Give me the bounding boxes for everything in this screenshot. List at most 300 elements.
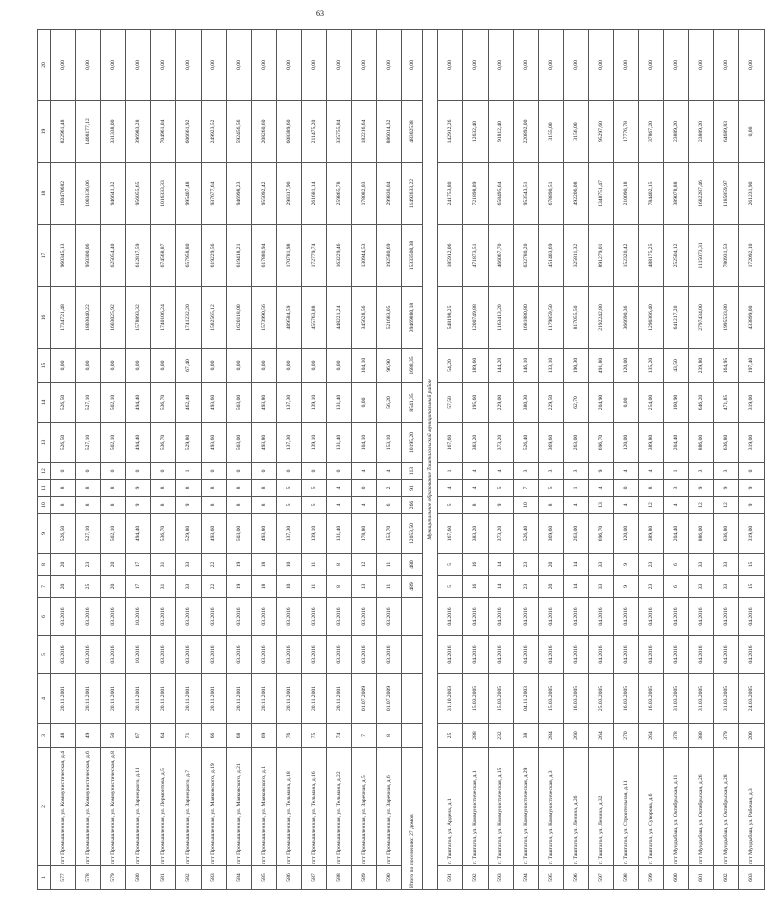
table-cell: 5 [488,480,513,497]
table-cell: 592 [463,866,488,890]
table-cell: 20.11.2001 [301,674,326,724]
table-cell: 71 [176,724,201,748]
table-body [51,30,765,890]
table-cell: 0 [51,463,76,480]
total-cell: 8541,35 [402,383,423,423]
table-row [101,30,126,890]
table-cell: 536,70 [151,423,176,463]
table-cell: 383,20 [463,514,488,554]
address-cell: г. Таштагол, ул. Ленина, д.32 [588,748,613,866]
table-cell: 5 [276,480,301,497]
table-cell: 4 [613,463,638,480]
table-cell: 14 [563,554,588,576]
table-cell: 548198,25 [438,287,463,349]
table-cell: 494,40 [126,383,151,423]
table-cell: 1 [438,463,463,480]
table-cell: 16 [463,576,488,598]
table-cell: 1 [563,480,588,497]
table-cell: 15.03.2005 [463,674,488,724]
table-cell: 37867,20 [639,101,664,163]
table-cell: 0,00 [76,30,101,101]
table-cell: 03.2016 [327,636,352,674]
table-row [613,30,638,890]
table-cell: 43,50 [664,349,689,383]
table-cell: 04.2016 [639,636,664,674]
table-cell: 139,10 [301,423,326,463]
table-cell: 04.2016 [488,636,513,674]
table-cell: 617880,94 [251,225,276,287]
table-row [588,30,613,890]
table-cell: 03.2016 [251,636,276,674]
table-cell: 04.2016 [739,636,764,674]
table-cell: 378 [664,724,689,748]
table-cell: 7 [513,480,538,497]
table-cell: 594 [513,866,538,890]
table-cell: 31 [151,576,176,598]
table-cell: 492206,08 [563,163,588,225]
table-cell: 0 [126,463,151,480]
column-number: 4 [38,674,51,724]
table-cell: 6 [664,554,689,576]
address-cell: г. Таштагол, ул. Строительная, д.11 [613,748,638,866]
table-cell: 208260,60 [251,101,276,163]
table-cell: 494,40 [126,514,151,554]
table-cell: 0 [151,463,176,480]
table-cell: 04.2016 [689,636,714,674]
table-cell: 261231,90 [739,163,764,225]
table-cell: 8 [377,724,402,748]
column-number-header [38,30,51,890]
table-cell: 1408177,12 [76,101,101,163]
table-cell: 0,00 [301,30,326,101]
table-cell: 0,00 [488,30,513,101]
table-cell: 0,00 [101,349,126,383]
table-cell: 03.2016 [51,636,76,674]
table-cell: 950300,06 [76,225,101,287]
table-cell: 625054,40 [101,225,126,287]
table-cell: 172092,10 [739,225,764,287]
address-cell: пгт Промышленная, ул. Маяковского, д.19 [201,748,226,866]
total-label: Итого по поселению: 27 домов [402,748,423,890]
table-cell: 0,00 [201,30,226,101]
table-cell: 583 [201,866,226,890]
table-cell: 593 [488,866,513,890]
table-cell: 937677,64 [201,163,226,225]
table-cell: 536,70 [151,383,176,423]
table-cell: 588 [327,866,352,890]
table-cell: 641217,20 [664,287,689,349]
table-row [352,30,377,890]
table-cell: 01.07.2009 [377,674,402,724]
table-cell: 646,20 [689,383,714,423]
table-cell: 0 [101,463,126,480]
table-cell: 8 [151,480,176,497]
table-cell: 20.11.2001 [151,674,176,724]
table-cell: 5 [301,480,326,497]
total-cell [402,636,423,674]
table-cell: 4 [639,463,664,480]
table-cell: 331338,00 [101,101,126,163]
table-cell: 0 [201,463,226,480]
table-cell: 190,30 [563,349,588,383]
table-cell: 1741232,20 [176,287,201,349]
table-cell: 8 [101,497,126,514]
table-cell: 886,00 [689,514,714,554]
address-cell: пгт Промышленная, ул. Заречная, д.5 [352,748,377,866]
table-cell: 68 [226,724,251,748]
table-cell: 6 [377,497,402,514]
table-cell: 658495,64 [488,163,513,225]
table-cell: 956055,65 [126,163,151,225]
table-cell: 529,80 [176,423,201,463]
table-cell: 164,95 [714,349,739,383]
table-cell: 31 [151,554,176,576]
table-cell: 104,10 [352,349,377,383]
table-cell: 493,60 [201,383,226,423]
table-cell: 9 [739,480,764,497]
table-cell: 582 [176,866,201,890]
table-cell: 471873,51 [463,225,488,287]
table-cell: 23 [513,576,538,598]
column-number: 5 [38,636,51,674]
table-cell: 493,60 [201,514,226,554]
table-cell: 03.2016 [151,636,176,674]
table-cell: 04.2016 [639,598,664,636]
table-cell: 527,10 [76,514,101,554]
address-cell: пгт Промышленная, ул. Коммунистическая, д.8 [101,748,126,866]
table-cell: 1 [176,463,201,480]
table-cell: 5 [301,497,326,514]
table-cell: 0 [613,480,638,497]
table-cell: 15.03.2005 [538,674,563,724]
table-cell: 04.2016 [438,598,463,636]
table-cell: 16.03.2005 [613,674,638,724]
table-cell: 33 [588,554,613,576]
table-cell: 590 [377,866,402,890]
table-cell: 160,90 [664,383,689,423]
table-cell: 600 [664,866,689,890]
column-number: 10 [38,497,51,514]
table-cell: 366690,36 [613,287,638,349]
total-cell: 1688,35 [402,349,423,383]
table-cell: 20.11.2001 [251,674,276,724]
table-cell: 11 [377,576,402,598]
table-cell: 04.2016 [613,636,638,674]
table-cell: 20.11.2001 [76,674,101,724]
table-cell: 17 [126,576,151,598]
table-cell: 0,00 [126,349,151,383]
table-cell: 04.2016 [488,598,513,636]
table-cell: 10 [276,576,301,598]
table-cell: 03.2016 [352,636,377,674]
table-cell: 03.2016 [327,598,352,636]
table-cell: 04.2016 [538,598,563,636]
table-cell: 12 [689,497,714,514]
table-cell: 389,80 [639,514,664,554]
table-cell: 20.11.2001 [226,674,251,724]
total-cell: 10195,20 [402,423,423,463]
table-cell: 1582565,12 [201,287,226,349]
table-cell: 602 [714,866,739,890]
table-cell: 23 [639,554,664,576]
address-cell: пгт Промышленная, ул. Зарнецкого, д.7 [176,748,201,866]
table-cell: 0 [301,463,326,480]
table-cell: 5 [276,497,301,514]
total-cell: 266 [402,497,423,514]
table-cell: 14 [488,554,513,576]
table-cell: 946641,32 [101,163,126,225]
table-cell: 591 [438,866,463,890]
address-cell: пгт Промышленная, ул. Зарнецкого, д.11 [126,748,151,866]
table-cell: 527,10 [76,423,101,463]
table-cell: 5 [438,576,463,598]
table-cell: 133,10 [538,349,563,383]
table-cell: 288 [463,724,488,748]
table-cell: 12 [352,554,377,576]
table-cell: 152320,42 [613,225,638,287]
table-row [226,30,251,890]
table-cell: 139,10 [301,383,326,423]
table-cell: 0,00 [327,30,352,101]
table-cell: 25 [76,576,101,598]
table-cell: 319,00 [739,383,764,423]
rotated-table-area [37,30,755,890]
table-cell: 891279,01 [588,225,613,287]
table-cell: 493,80 [251,383,276,423]
column-number: 7 [38,576,51,598]
table-cell: 597 [588,866,613,890]
table-cell: 1290366,40 [639,287,664,349]
table-cell: 8 [51,480,76,497]
table-cell: 153,10 [377,423,402,463]
table-cell: 137,30 [276,514,301,554]
table-cell: 69 [251,724,276,748]
table-cell: 19 [226,554,251,576]
table-cell: 0,00 [101,30,126,101]
column-number: 19 [38,101,51,163]
table-cell: 0,00 [739,30,764,101]
table-cell: 131,40 [327,383,352,423]
table-cell: 31.10.2003 [438,674,463,724]
table-cell: 502,10 [101,423,126,463]
table-row [301,30,326,890]
address-cell: пгт Мундыбаш, ул. Октябрьская, д.11 [664,748,689,866]
table-cell: 04.2016 [588,598,613,636]
table-cell: 494,40 [126,423,151,463]
table-cell: 03.2016 [151,598,176,636]
total-cell: 48302538 [402,101,423,163]
table-cell: 38 [513,724,538,748]
table-cell: 8 [251,497,276,514]
table-cell: 696,70 [588,514,613,554]
table-cell: 189,60 [463,349,488,383]
table-cell: 03.2016 [101,636,126,674]
table-cell: 1185859,97 [714,163,739,225]
table-cell: 0,00 [251,349,276,383]
table-cell: 10.2016 [126,636,151,674]
table-cell: 606661,92 [176,101,201,163]
table-cell: 0,00 [538,30,563,101]
table-cell: 383,20 [463,423,488,463]
table-cell: 521683,05 [377,287,402,349]
table-cell: 178,80 [352,514,377,554]
table-cell: 0,00 [327,349,352,383]
table-cell: 9 [613,554,638,576]
table-cell: 16.03.2005 [563,674,588,724]
table-cell: 596 [563,866,588,890]
table-cell: 91812,40 [488,101,513,163]
table-cell: 260 [563,724,588,748]
table-cell: 8 [201,480,226,497]
table-cell: 589 [352,866,377,890]
column-number: 9 [38,514,51,554]
table-cell: 15 [739,576,764,598]
table-cell: 20.11.2001 [327,674,352,724]
table-cell: 8 [538,497,563,514]
address-cell: пгт Промышленная, ул. Лермонтова, д.5 [151,748,176,866]
table-cell: 182216,64 [352,101,377,163]
total-cell [402,598,423,636]
table-cell: 1682287,46 [689,163,714,225]
table-cell: 466067,70 [488,225,513,287]
table-cell: 704961,04 [151,101,176,163]
address-cell: пгт Мундыбаш, ул. Октябрьская, д.28 [714,748,739,866]
table-cell: 261681,14 [301,163,326,225]
table-cell: 11 [301,554,326,576]
table-cell: 995407,48 [176,163,201,225]
total-cell: 113 [402,463,423,480]
table-cell: 1348751,47 [588,163,613,225]
address-cell: пгт Мундыбаш, ул. Рабочая, д.3 [739,748,764,866]
table-cell: 1 [664,463,689,480]
total-cell: 489 [402,576,423,598]
table-row [377,30,402,890]
table-cell: 503,00 [226,423,251,463]
table-cell: 721898,89 [463,163,488,225]
table-cell: 2192242,80 [588,287,613,349]
table-cell: 595 [538,866,563,890]
table-cell: 9 [176,497,201,514]
table-cell: 1578893,32 [126,287,151,349]
table-cell: 632780,20 [513,225,538,287]
table-cell: 674568,87 [151,225,176,287]
table-cell: 03.2016 [377,636,402,674]
address-cell: г. Таштагол, ул. Ленина, д.26 [563,748,588,866]
column-number: 1 [38,866,51,890]
table-cell: 503,00 [226,514,251,554]
table-cell: 33 [714,576,739,598]
table-cell: 120,00 [613,423,638,463]
table-cell: 636,80 [714,423,739,463]
table-cell: 0,00 [689,30,714,101]
table-cell: 04.2016 [463,636,488,674]
table-cell: 298317,90 [276,163,301,225]
table-cell: 192580,69 [377,225,402,287]
table-cell: 3155,00 [538,101,563,163]
table-cell: 373,20 [488,514,513,554]
address-cell: пгт Промышленная, ул. Заречная, д.6 [377,748,402,866]
table-cell: 259865,78 [327,163,352,225]
table-cell: 592456,56 [226,101,251,163]
table-cell: 153,70 [377,514,402,554]
table-cell: 0,00 [51,349,76,383]
column-number: 6 [38,598,51,636]
table-cell: 03.2016 [176,598,201,636]
address-cell: г. Таштагол, ул. Суворова, д.6 [639,748,664,866]
table-cell: 20.11.2001 [276,674,301,724]
table-cell: 14 [563,576,588,598]
table-cell: 64689,83 [714,101,739,163]
table-cell: 4 [463,463,488,480]
table-cell: 657958,80 [176,225,201,287]
table-cell: 612817,59 [126,225,151,287]
table-cell: 886014,32 [377,101,402,163]
table-cell: 4 [664,497,689,514]
column-number: 16 [38,287,51,349]
table-cell: 526,50 [51,423,76,463]
table-cell: 229,50 [538,383,563,423]
table-cell: 263,00 [563,423,588,463]
table-cell: 20 [51,576,76,598]
column-number: 12 [38,463,51,480]
table-cell: 1740106,24 [151,287,176,349]
table-cell: 489584,59 [276,287,301,349]
table-cell: 76 [276,724,301,748]
table-cell: 0,00 [377,30,402,101]
table-cell: 396983,28 [126,101,151,163]
table-cell: 1803040,22 [76,287,101,349]
table-cell: 0,00 [276,30,301,101]
table-row [463,30,488,890]
table-cell: 04.2016 [588,636,613,674]
table-cell: 33 [588,576,613,598]
table-cell: 1115073,31 [689,225,714,287]
section-header-row [423,30,438,890]
table-cell: 03.2016 [377,598,402,636]
total-cell: 480 [402,554,423,576]
table-cell: 20 [51,554,76,576]
address-cell: пгт Промышленная, ул. Тельмана, д.22 [327,748,352,866]
table-cell: 232 [488,724,513,748]
table-row [201,30,226,890]
table-cell: 380,30 [513,383,538,423]
table-cell: 0,00 [151,349,176,383]
table-cell: 9 [613,576,638,598]
table-cell: 536,70 [151,514,176,554]
table-cell: 0,00 [352,383,377,423]
table-cell: 0 [327,463,352,480]
table-cell: 04.2016 [563,598,588,636]
table-cell: 3 [538,463,563,480]
table-cell: 784402,15 [639,163,664,225]
table-cell: 03.2016 [76,636,101,674]
table-cell: 581 [151,866,176,890]
table-cell: 0,00 [151,30,176,101]
table-cell: 144,20 [488,349,513,383]
table-cell: 953543,51 [513,163,538,225]
table-cell: 780931,53 [714,225,739,287]
table-cell: 678890,51 [538,163,563,225]
table-cell: 696,70 [588,423,613,463]
table-cell: 137,30 [276,423,301,463]
table-row [126,30,151,890]
table-cell: 270 [613,724,638,748]
table-cell: 471,85 [714,383,739,423]
table-cell: 0,00 [613,30,638,101]
table-cell: 8 [101,480,126,497]
table-cell: 0,00 [251,30,276,101]
table-cell: 31.03.2005 [664,674,689,724]
